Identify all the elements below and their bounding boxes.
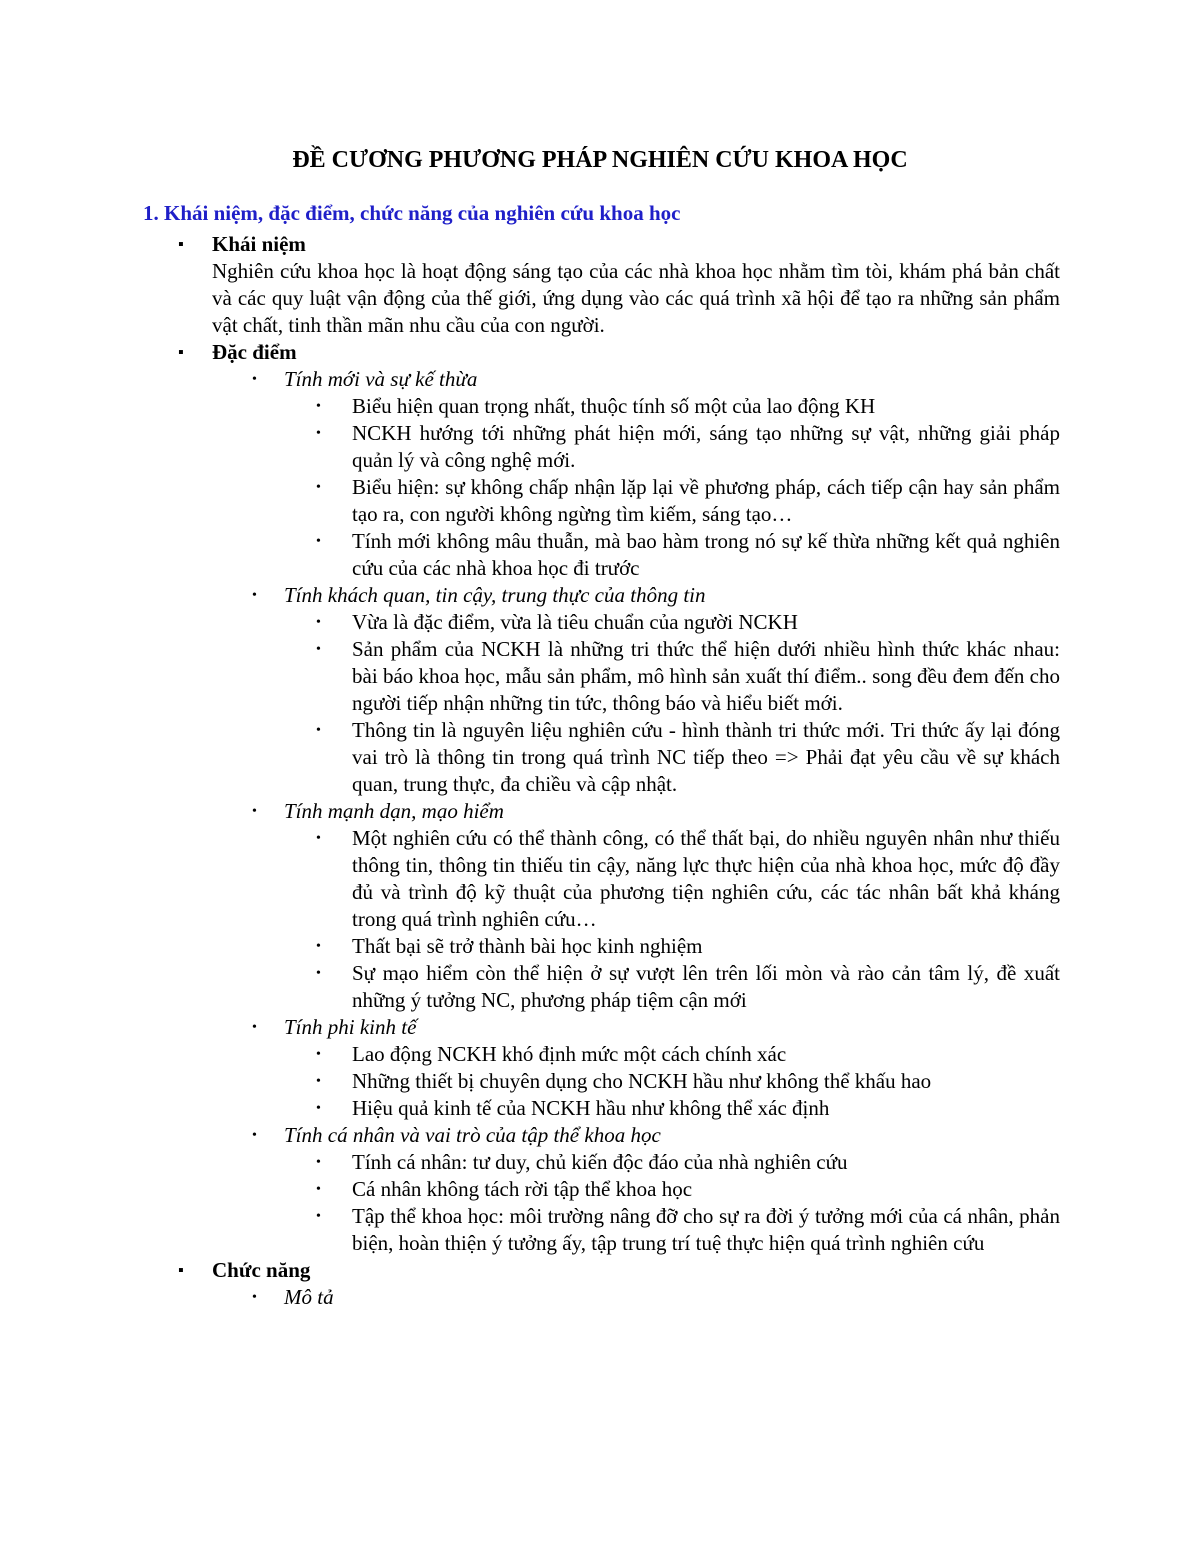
dac-diem-list	[138, 366, 1060, 1257]
bullet-icon: •	[316, 1074, 321, 1089]
bullet-icon: •	[316, 966, 321, 981]
bullet-icon: •	[316, 426, 321, 441]
list-item-text: Hiệu quả kinh tế của NCKH hầu như không thể xác định	[352, 1096, 830, 1120]
bullet-icon: •	[252, 804, 257, 819]
subheading-item	[138, 1284, 1060, 1311]
list-item-text: Sản phẩm của NCKH là những tri thức thể hiện dưới nhiều hình thức khác nhau: bài báo khoa học, mẫu sản phẩm, mô hình sản xuất thí điểm.. song đều đem đến cho người tiếp nhận những tin tức, thông báo và hiểu biết mới.	[352, 637, 1060, 715]
square-bullet-icon: ▪	[178, 344, 184, 361]
bullet-icon: •	[316, 1155, 321, 1170]
square-bullet-icon: ▪	[178, 236, 184, 253]
bullet-icon: •	[316, 1047, 321, 1062]
list-item	[138, 717, 1060, 798]
list-item	[138, 933, 1060, 960]
subheading-label: Tính mạnh dạn, mạo hiểm	[284, 799, 504, 823]
list-item	[138, 528, 1060, 582]
list-item	[138, 393, 1060, 420]
list-item-text: Biểu hiện quan trọng nhất, thuộc tính số một của lao động KH	[352, 394, 876, 418]
subheading-item	[138, 366, 1060, 393]
list-item	[138, 960, 1060, 1014]
bullet-icon: •	[316, 723, 321, 738]
chuc-nang-list	[138, 1284, 1060, 1311]
subheading-item	[138, 798, 1060, 825]
list-item	[138, 1068, 1060, 1095]
list-item	[138, 1095, 1060, 1122]
list-item	[138, 1203, 1060, 1257]
bullet-icon: •	[316, 831, 321, 846]
dac-diem-label: Đặc điểm	[212, 340, 297, 364]
bullet-icon: •	[316, 399, 321, 414]
top-level-list-2	[138, 1257, 1060, 1284]
list-item-text: Biểu hiện: sự không chấp nhận lặp lại về phương pháp, cách tiếp cận hay sản phẩm tạo ra, con người không ngừng tìm kiếm, sáng tạo…	[352, 475, 1060, 526]
list-item-text: Một nghiên cứu có thể thành công, có thể thất bại, do nhiều nguyên nhân như thiếu thông tin, thông tin thiếu tin cậy, năng lực thực hiện của nhà khoa học, mức độ đầy đủ và trình độ kỹ thuật của phương tiện nghiên cứu, các tác nhân bất khả kháng trong quá trình nghiên cứu…	[352, 826, 1060, 931]
bullet-icon: •	[252, 588, 257, 603]
list-item-text: Thất bại sẽ trở thành bài học kinh nghiệm	[352, 934, 703, 958]
list-item-chuc-nang	[138, 1257, 1060, 1284]
bullet-icon: •	[252, 1020, 257, 1035]
list-item-text: NCKH hướng tới những phát hiện mới, sáng tạo những sự vật, những giải pháp quản lý và công nghệ mới.	[352, 421, 1060, 472]
subheading-item	[138, 1122, 1060, 1149]
subheading-label: Tính cá nhân và vai trò của tập thể khoa học	[284, 1123, 661, 1147]
bullet-icon: •	[316, 642, 321, 657]
khai-niem-text: Nghiên cứu khoa học là hoạt động sáng tạo của các nhà khoa học nhằm tìm tòi, khám phá bản chất và các quy luật vận động của thế giới, ứng dụng vào các quá trình xã hội để tạo ra những sản phẩm vật chất, tinh thần mãn nhu cầu của con người.	[212, 259, 1060, 337]
bullet-icon: •	[252, 372, 257, 387]
list-item	[138, 1176, 1060, 1203]
bullet-icon: •	[252, 1128, 257, 1143]
list-item-text: Tính mới không mâu thuẫn, mà bao hàm trong nó sự kế thừa những kết quả nghiên cứu của các nhà khoa học đi trước	[352, 529, 1060, 580]
section-heading: 1. Khái niệm, đặc điểm, chức năng của nghiên cứu khoa học	[143, 201, 681, 225]
document-body	[138, 200, 1060, 1311]
bullet-icon: •	[252, 1290, 257, 1305]
bullet-icon: •	[316, 1209, 321, 1224]
list-item-text: Tính cá nhân: tư duy, chủ kiến độc đáo của nhà nghiên cứu	[352, 1150, 848, 1174]
subheading-label: Tính khách quan, tin cậy, trung thực của thông tin	[284, 583, 706, 607]
subheading-label: Tính phi kinh tế	[284, 1015, 417, 1039]
list-item	[138, 474, 1060, 528]
bullet-icon: •	[316, 939, 321, 954]
document-title: ĐỀ CƯƠNG PHƯƠNG PHÁP NGHIÊN CỨU KHOA HỌC	[292, 147, 908, 173]
list-item-khai-niem	[138, 231, 1060, 339]
bullet-icon: •	[316, 1101, 321, 1116]
khai-niem-label: Khái niệm	[212, 232, 306, 256]
bullet-icon: •	[316, 1182, 321, 1197]
subheading-label: Tính mới và sự kế thừa	[284, 367, 478, 391]
list-item-text: Cá nhân không tách rời tập thể khoa học	[352, 1177, 693, 1201]
list-item-text: Tập thể khoa học: môi trường nâng đỡ cho sự ra đời ý tưởng mới của cá nhân, phản biện, hoàn thiện ý tưởng ấy, tập trung trí tuệ thực hiện quá trình nghiên cứu	[352, 1204, 1060, 1255]
list-item-text: Lao động NCKH khó định mức một cách chính xác	[352, 1042, 787, 1066]
chuc-nang-label: Chức năng	[212, 1258, 311, 1282]
subheading-label: Mô tả	[284, 1285, 334, 1309]
list-item-text: Sự mạo hiểm còn thể hiện ở sự vượt lên trên lối mòn và rào cản tâm lý, đề xuất những ý tưởng NC, phương pháp tiệm cận mới	[352, 961, 1060, 1012]
list-item	[138, 609, 1060, 636]
list-item-text: Vừa là đặc điểm, vừa là tiêu chuẩn của người NCKH	[352, 610, 798, 634]
bullet-icon: •	[316, 534, 321, 549]
top-level-list	[138, 231, 1060, 366]
list-item-text: Thông tin là nguyên liệu nghiên cứu - hình thành tri thức mới. Tri thức ấy lại đóng vai trò là thông tin trong quá trình NC tiếp theo => Phải đạt yêu cầu về sự khách quan, trung thực, đa chiều và cập nhật.	[352, 718, 1060, 796]
subheading-item	[138, 582, 1060, 609]
list-item	[138, 420, 1060, 474]
subheading-item	[138, 1014, 1060, 1041]
list-item	[138, 825, 1060, 933]
list-item-dac-diem	[138, 339, 1060, 366]
list-item	[138, 636, 1060, 717]
list-item	[138, 1149, 1060, 1176]
list-item	[138, 1041, 1060, 1068]
square-bullet-icon: ▪	[178, 1262, 184, 1279]
bullet-icon: •	[316, 615, 321, 630]
bullet-icon: •	[316, 480, 321, 495]
list-item-text: Những thiết bị chuyên dụng cho NCKH hầu như không thể khấu hao	[352, 1069, 932, 1093]
